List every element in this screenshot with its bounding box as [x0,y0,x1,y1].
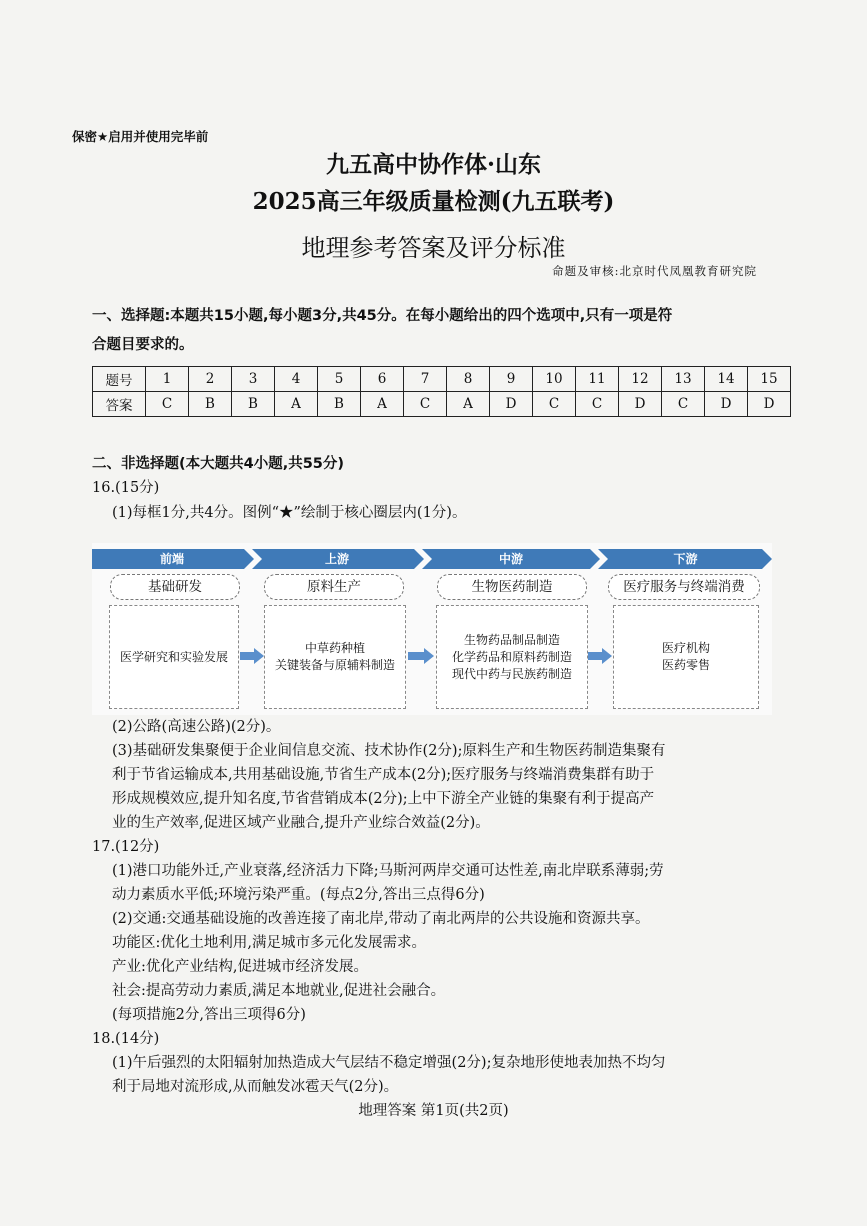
title-line-3: 地理参考答案及评分标准 [301,234,566,262]
table-cell: 3 [232,367,275,392]
box-item: 医药零售 [661,658,710,672]
table-cell: B [189,392,232,417]
confidential-label: 保密★启用并使用完毕前 [72,129,209,144]
q18-label: 18.(14分) [92,1031,160,1047]
section1-line-2: 合题目要求的。 [92,337,194,353]
table-cell: D [705,392,748,417]
table-cell: A [361,392,404,417]
table-cell: 14 [705,367,748,392]
title-line-2: 2025高三年级质量检测(九五联考) [252,188,615,215]
box-item: 中草药种植 [304,641,365,655]
q16-part3-line4: 业的生产效率,促进区域产业融合,提升产业综合效益(2分)。 [112,815,490,831]
box-item: 现代中药与民族药制造 [451,666,572,681]
q16-part3-line2: 利于节省运输成本,共用基础设施,节省生产成本(2分);医疗服务与终端消费集群有助于 [112,767,655,783]
table-cell: C [533,392,576,417]
category-raw-material: 原料生产 [264,574,404,600]
table-cell: 1 [146,367,189,392]
table-cell: B [318,392,361,417]
table-cell: 7 [404,367,447,392]
industry-chain-diagram [92,543,772,715]
box-item: 医学研究和实验发展 [119,649,228,664]
table-row-numbers [93,367,791,392]
table-row-answers [93,392,791,417]
q16-part3-line3: 形成规模效应,提升知名度,节省营销成本(2分);上中下游全产业链的集聚有利于提高产 [112,791,655,807]
category-biomed-manufacture: 生物医药制造 [437,574,587,600]
right-arrow-icon [240,648,264,664]
table-cell: 9 [490,367,533,392]
table-cell: B [232,392,275,417]
table-cell: C [662,392,705,417]
box-item: 化学药品和原料药制造 [451,649,572,664]
q17-line: (1)港口功能外迁,产业衰落,经济活力下降;马斯河两岸交通可达性差,南北岸联系薄弱;劳 [112,863,664,879]
q17-line: 功能区:优化土地利用,满足城市多元化发展需求。 [112,935,426,951]
box-item: 关键装备与原辅料制造 [274,658,395,672]
box-biomed-manufacture [436,605,588,709]
q16-part3-line1: (3)基础研发集聚便于企业间信息交流、技术协作(2分);原料生产和生物医药制造集聚有 [112,743,666,759]
table-cell: D [748,392,791,417]
stage-label-front: 前端 [159,552,184,566]
setter-note: 命题及审核:北京时代凤凰教育研究院 [552,264,757,278]
table-cell: A [447,392,490,417]
right-arrow-icon [408,648,434,664]
title-line-1: 九五高中协作体·山东 [325,151,541,178]
category-medical-service: 医疗服务与终端消费 [608,574,760,600]
table-cell: 5 [318,367,361,392]
box-item: 医疗机构 [661,641,710,655]
table-cell: 4 [275,367,318,392]
stage-label-downstream: 下游 [673,552,698,566]
table-cell: D [490,392,533,417]
q17-line: (2)交通:交通基础设施的改善连接了南北岸,带动了南北两岸的公共设施和资源共享。 [112,911,650,927]
box-medical-service [613,605,759,709]
q17-line: 产业:优化产业结构,促进城市经济发展。 [112,959,368,975]
section1-line-1: 一、选择题:本题共15小题,每小题3分,共45分。在每小题给出的四个选项中,只有一项是符 [92,308,673,324]
category-basic-rd: 基础研发 [110,574,240,600]
q17-label: 17.(12分) [92,839,160,855]
table-cell: 15 [748,367,791,392]
q18-line: (1)午后强烈的太阳辐射加热造成大气层结不稳定增强(2分);复杂地形使地表加热不均匀 [112,1055,666,1071]
q17-line: (每项措施2分,答出三项得6分) [112,1007,306,1023]
table-cell: C [146,392,189,417]
box-raw-material [264,605,406,709]
q16-label: 16.(15分) [92,480,160,496]
stage-label-upstream: 上游 [324,552,349,566]
table-header-cell: 题号 [93,367,146,392]
table-cell: 8 [447,367,490,392]
section2-title: 二、非选择题(本大题共4小题,共55分) [92,456,345,472]
q17-line: 社会:提高劳动力素质,满足本地就业,促进社会融合。 [112,983,446,999]
q16-part2: (2)公路(高速公路)(2分)。 [112,719,281,735]
table-header-cell: 答案 [93,392,146,417]
box-basic-rd [109,605,239,709]
table-cell: 6 [361,367,404,392]
table-cell: 2 [189,367,232,392]
q16-part1: (1)每框1分,共4分。图例“★”绘制于核心圈层内(1分)。 [112,505,467,521]
q18-line: 利于局地对流形成,从而触发冰雹天气(2分)。 [112,1079,399,1095]
table-cell: 11 [576,367,619,392]
table-cell: D [619,392,662,417]
box-item: 生物药品制品制造 [463,632,560,647]
table-cell: C [576,392,619,417]
right-arrow-icon [588,648,612,664]
table-cell: C [404,392,447,417]
q17-line: 动力素质水平低;环境污染严重。(每点2分,答出三点得6分) [112,887,485,903]
table-cell: 12 [619,367,662,392]
stage-label-midstream: 中游 [498,552,523,566]
table-cell: 10 [533,367,576,392]
page-footer: 地理答案 第1页(共2页) [358,1103,509,1119]
answer-table [92,366,791,417]
table-cell: 13 [662,367,705,392]
table-cell: A [275,392,318,417]
